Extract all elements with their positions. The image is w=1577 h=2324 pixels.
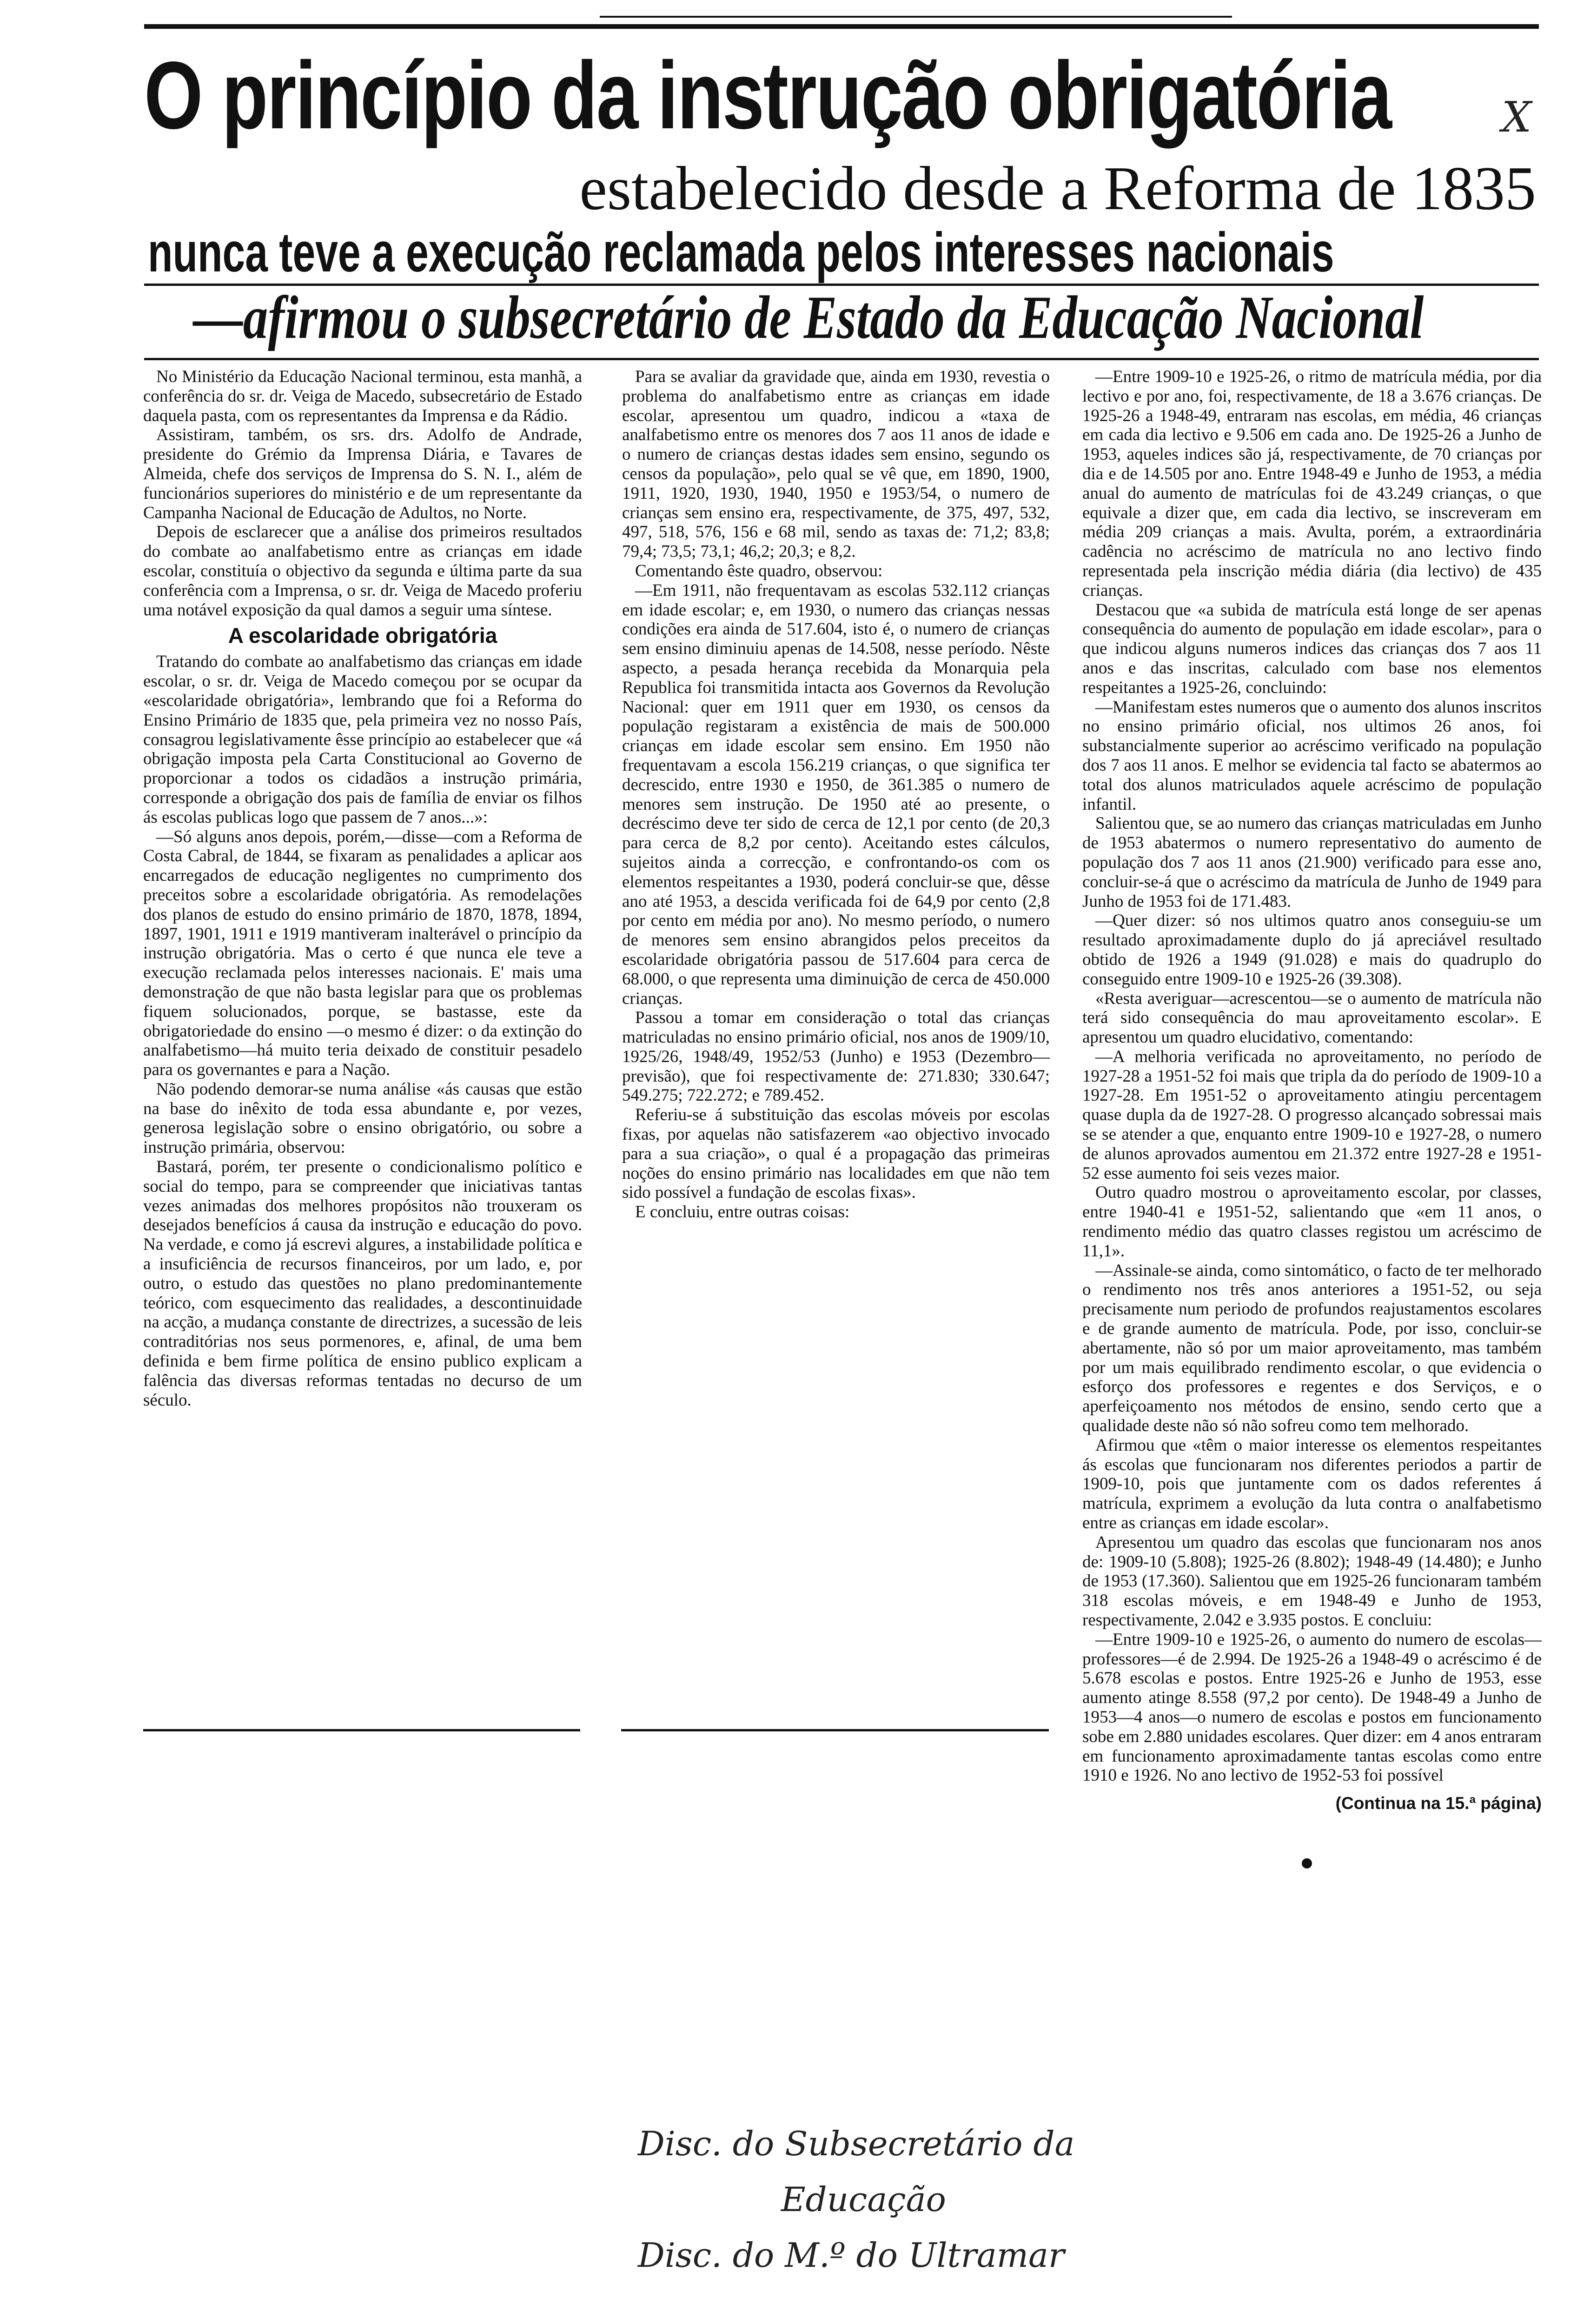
corner-mark-left	[600, 16, 1232, 18]
article-column-1	[143, 367, 582, 1410]
article-paragraph: —Só alguns anos depois, porém,—disse—com a Reforma de Costa Cabral, de 1844, se fixaram as penalidades a aplicar aos encarregados de educação negligentes no cumprimento dos preceitos sobre a escolaridade obrigatória. As remodelações dos planos de estudo do ensino primário de 1870, 1878, 1894, 1897, 1901, 1911 e 1919 mantiveram inalterável o princípio da instrução obrigatória. Mas o certo é que nunca ele teve a execução reclamada pelos interesses nacionais. E' mais uma demonstração de que não basta legislar para que os problemas fiquem solucionados, porque, se bastasse, este da obrigatoriedade do ensino —o mesmo é dizer: o da extinção do analfabetismo—há muito teria deixado de constituir pesadelo para os governantes e para a Nação.	[143, 827, 582, 1080]
article-subheading: A escolaridade obrigatória	[228, 623, 497, 648]
article-paragraph: —Em 1911, não frequentavam as escolas 532.112 crianças em idade escolar; e, em 1930, o numero das crianças nessas condições era ainda de 517.604, isto é, o numero de crianças sem ensino diminuiu apenas de 14.508, nesse período. Nêste aspecto, a pesada herança recebida da Monarquia pela Republica foi transmitida intacta aos Governos da Revolução Nacional: quer em 1911 quer em 1930, os censos da população registaram a existência de mais de 500.000 crianças em idade escolar sem ensino. Em 1950 não frequentavam a escola 156.219 crianças, o que significa ter decrescido, entre 1930 e 1950, de 361.385 o numero de menores sem instrução. De 1950 até ao presente, o decréscimo deve ter sido de cerca de 12,1 por cento (de 20,3 para cerca de 8,2 por cento). Aceitando estes cálculos, sujeitos ainda a correcção, e confrontando-os com os elementos respeitantes a 1930, poderá concluir-se que, dêsse ano até 1953, a descida verificada foi de 64,9 por cento (2,8 por cento em média por ano). No mesmo período, o numero de menores sem ensino abrangidos pelos preceitos da escolaridade obrigatória passou de 517.604 para cerca de 68.000, o que representa uma diminuição de cerca de 450.000 crianças.	[622, 581, 1050, 1008]
article-paragraph: —Assinale-se ainda, como sintomático, o facto de ter melhorado o rendimento nos três anos anteriores a 1951-52, ou seja precisamente num periodo de profundos reajustamentos escolares e de grande aumento de matrícula. Pode, por isso, concluir-se abertamente, não só por um maior aproveitamento, mas também por um mais equilibrado rendimento escolar, o que evidencia o esforço dos professores e regentes e dos Serviços, e o aperfeiçoamento nos métodos de ensino, sendo certo que a qualidade deste não só não sofreu como tem melhorado.	[1082, 1261, 1542, 1436]
article-paragraph: Depois de esclarecer que a análise dos primeiros resultados do combate ao analfabetismo entre as crianças em idade escolar, constituía o objectivo da segunda e última parte da sua conferência com a Imprensa, o sr. dr. Veiga de Macedo proferiu uma notável exposição da qual damos a seguir uma síntese.	[143, 522, 582, 620]
headline-quote: —afirmou o subsecretário de Estado da Educação Nacional	[193, 283, 1424, 351]
article-paragraph: —Entre 1909-10 e 1925-26, o ritmo de matrícula média, por dia lectivo e por ano, foi, respectivamente, de 18 a 3.676 crianças. De 1925-26 a 1948-49, entraram nas escolas, em média, 46 crianças em cada dia lectivo e 9.506 em cada ano. De 1925-26 a Junho de 1953, aqueles indices são já, respectivamente, de 70 crianças por dia e de 14.505 por ano. Entre 1948-49 e Junho de 1953, a média anual do aumento de matrículas foi de 43.249 crianças, o que equivale a dizer que, em cada dia lectivo, se inscreveram em média 209 crianças a mais. Avulta, porém, a extraordinária cadência no acréscimo de matrícula no ano lectivo findo representada pela inscrição média diária (dia lectivo) de 435 crianças.	[1082, 367, 1542, 600]
headline-title: O princípio da instrução obrigatória	[144, 42, 1391, 149]
article-column-3	[1082, 367, 1542, 1813]
article-paragraph: Comentando êste quadro, observou:	[635, 561, 883, 581]
column-bottom-rule	[621, 1729, 1049, 1731]
handwritten-note: Disc. do Subsecretário da	[638, 2124, 1075, 2163]
continued-note: (Continua na 15.ª página)	[1335, 1794, 1542, 1813]
headline-subtitle: estabelecido desde a Reforma de 1835	[579, 154, 1536, 223]
article-paragraph: —A melhoria verificada no aproveitamento, no período de 1927-28 a 1951-52 foi mais que tripla da do período de 1909-10 a 1927-28. Em 1951-52 o aproveitamento atingiu percentagem quase dupla da de 1927-28. O progresso alcançado sobressai mais se se atender a que, enquanto entre 1909-10 e 1927-28, o numero de alunos aprovados aumentou em 21.372 entre 1927-28 e 1951-52 esse aumento foi seis vezes maior.	[1082, 1047, 1542, 1183]
corner-scribble: X	[1502, 93, 1532, 142]
article-paragraph: Assistiram, também, os srs. drs. Adolfo de Andrade, presidente do Grémio da Imprensa Diária, e Tavares de Almeida, chefe dos serviços de Imprensa do S. N. I., além de funcionários superiores do ministério e de um representante da Campanha Nacional de Educação de Adultos, no Norte.	[143, 425, 582, 522]
article-paragraph: Tratando do combate ao analfabetismo das crianças em idade escolar, o sr. dr. Veiga de Macedo começou por se ocupar da «escolaridade obrigatória», lembrando que foi a Reforma do Ensino Primário de 1835 que, pela primeira vez no nosso País, consagrou legislativamente êsse princípio ao estabelecer que «á obrigação imposta pela Carta Constitucional ao Governo de proporcionar a todos os cidadãos a instrução primária, corresponde a obrigação dos pais de família de enviar os filhos ás escolas publicas logo que passem de 7 anos...»:	[143, 652, 582, 827]
column-bottom-rule	[143, 1729, 580, 1731]
quote-rule	[144, 358, 1539, 360]
article-paragraph: Apresentou um quadro das escolas que funcionaram nos anos de: 1909-10 (5.808); 1925-26 (8.802); 1948-49 (14.480); e Junho de 1953 (17.360). Salientou que em 1925-26 funcionaram também 318 escolas móveis, e em 1948-49 e Junho de 1953, respectivamente, 2.042 e 3.935 postos. E concluiu:	[1082, 1532, 1542, 1630]
article-paragraph: —Manifestam estes numeros que o aumento dos alunos inscritos no ensino primário oficial, nos ultimos 26 anos, foi substancialmente superior ao acréscimo verificado na população dos 7 aos 11 anos. E melhor se evidencia tal facto se abatermos ao total dos alunos matriculados aquele acréscimo de população infantil.	[1082, 697, 1542, 814]
article-paragraph: No Ministério da Educação Nacional terminou, esta manhã, a conferência do sr. dr. Veiga de Macedo, subsecretário de Estado daquela pasta, com os representantes da Imprensa e da Rádio.	[143, 367, 582, 425]
article-paragraph: Não podendo demorar-se numa análise «ás causas que estão na base do inêxito de toda essa abundante e, por vezes, generosa legislação sobre o ensino obrigatório, ou sobre a instrução primária, observou:	[143, 1079, 582, 1157]
article-paragraph: Outro quadro mostrou o aproveitamento escolar, por classes, entre 1940-41 e 1951-52, salientando que «em 11 anos, o rendimento médio das quatro classes registou um acréscimo de 11,1».	[1082, 1183, 1542, 1261]
article-paragraph: —Quer dizer: só nos ultimos quatro anos conseguiu-se um resultado aproximadamente duplo do já apreciável resultado obtido de 1926 a 1949 (91.028) e mais do quadruplo do conseguido entre 1909-10 e 1925-26 (39.308).	[1082, 911, 1542, 989]
article-paragraph: Bastará, porém, ter presente o condicionalismo político e social do tempo, para se compreender que iniciativas tantas vezes animadas dos melhores propósitos não trouxeram os desejados benefícios á causa da instrução e educação do povo. Na verdade, e como já escrevi algures, a instabilidade política e a insuficiência de recursos financeiros, por um lado, e, por outro, o estudo das questões no plano predominantemente teórico, com esquecimento das realidades, a descontinuidade na acção, a mudança constante de directrizes, a sucessão de leis contraditórias nos seus pormenores, e, afinal, de uma bem definida e bem firme política de ensino publico explicam a falência das diversas reformas tentadas no decurso de um século.	[143, 1157, 582, 1410]
article-paragraph: E concluiu, entre outras coisas:	[635, 1202, 850, 1222]
article-paragraph: Afirmou que «têm o maior interesse os elementos respeitantes ás escolas que funcionaram nos diferentes periodos a partir de 1909-10, pois que juntamente com os dados referentes á matrícula, exprimem a evolução da luta contra o analfabetismo entre as crianças em idade escolar».	[1082, 1435, 1542, 1533]
article-paragraph: «Resta averiguar—acrescentou—se o aumento de matrícula não terá sido consequência do mau aproveitamento escolar». E apresentou um quadro elucidativo, comentando:	[1082, 989, 1542, 1047]
article-paragraph: Referiu-se á substituição das escolas móveis por escolas fixas, por aquelas não satisfazerem «ao objectivo invocado para a sua criação», o qual é a propagação das primeiras noções do ensino primário nas localidades em que não tem sido possível a fundação de escolas fixas».	[622, 1105, 1050, 1202]
article-paragraph: —Entre 1909-10 e 1925-26, o aumento do numero de escolas—professores—é de 2.994. De 1925-26 a 1948-49 o acréscimo é de 5.678 escolas e postos. Entre 1925-26 e Junho de 1953, esse aumento atinge 8.558 (97,2 por cento). De 1948-49 a Junho de 1953—4 anos—o numero de escolas e postos em funcionamento sobe em 2.880 unidades escolares. Quer dizer: em 4 anos entraram em funcionamento aproximadamente tantas escolas como entre 1910 e 1926. No ano lectivo de 1952-53 foi possível	[1082, 1630, 1542, 1785]
bullet-mark	[1302, 1858, 1312, 1868]
article-paragraph: Destacou que «a subida de matrícula está longe de ser apenas consequência do aumento de população em idade escolar», para o que indicou alguns numeros indices das crianças dos 7 aos 11 anos e das inscritas, calculado com base nos elementos respeitantes a 1925-26, concluindo:	[1082, 600, 1542, 697]
handwritten-note: Disc. do M.º do Ultramar	[638, 2236, 1065, 2275]
article-paragraph: Salientou que, se ao numero das crianças matriculadas em Junho de 1953 abatermos o numero representativo do aumento de população dos 7 aos 11 anos (21.900) verificado para esse ano, concluir-se-á que o acréscimo da matrícula de Junho de 1949 para Junho de 1953 foi de 171.483.	[1082, 814, 1542, 911]
top-rule	[144, 24, 1539, 29]
article-paragraph: Passou a tomar em consideração o total das crianças matriculadas no ensino primário oficial, nos anos de 1909/10, 1925/26, 1948/49, 1952/53 (Junho) e 1953 (Dezembro—previsão), que foi respectivamente de: 271.830; 330.647; 549.275; 722.272; e 789.452.	[622, 1008, 1050, 1105]
article-column-2	[622, 367, 1050, 1222]
handwritten-note: Educação	[781, 2180, 946, 2219]
article-paragraph: Para se avaliar da gravidade que, ainda em 1930, revestia o problema do analfabetismo entre as crianças em idade escolar, apresentou um quadro, indicou a «taxa de analfabetismo entre os menores dos 7 aos 11 anos de idade e o numero de crianças destas idades sem ensino, segundo os censos da população», pelo qual se vê que, em 1890, 1900, 1911, 1920, 1930, 1940, 1950 e 1953/54, o numero de crianças sem ensino era, respectivamente, de 375, 497, 532, 497, 518, 576, 156 e 68 mil, sendo as taxas de: 71,2; 83,8; 79,4; 73,5; 73,1; 46,2; 20,3; e 8,2.	[622, 367, 1050, 561]
headline-strap: nunca teve a execução reclamada pelos interesses nacionais	[148, 221, 1334, 284]
